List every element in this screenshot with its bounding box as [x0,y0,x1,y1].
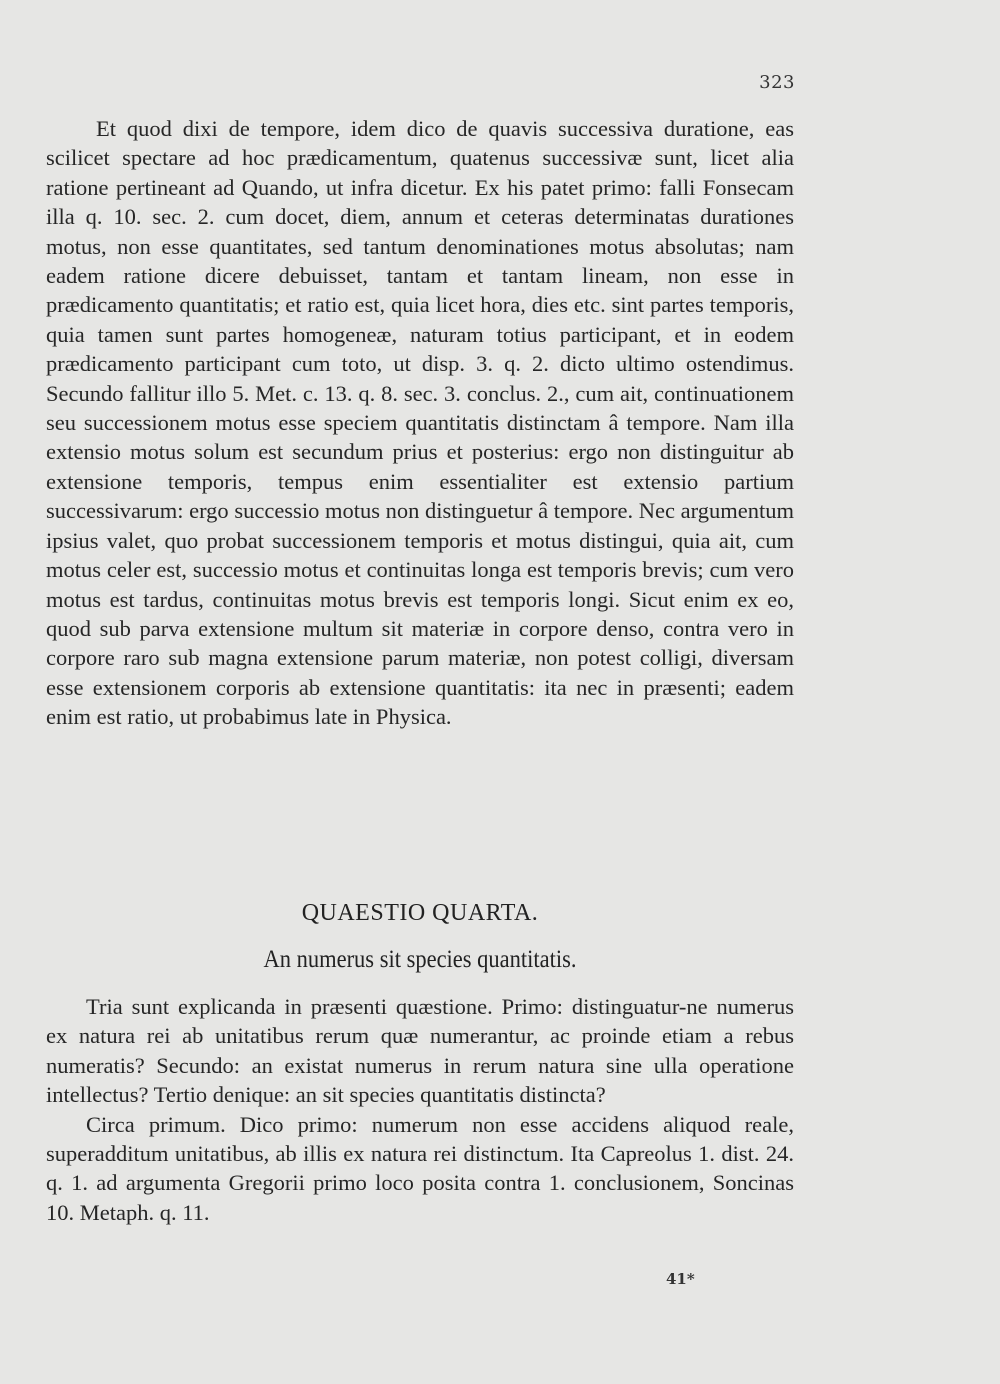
paragraph: Tria sunt explicanda in præsenti quæstione. Primo: distinguatur-ne numerus ex natura rei ab unitatibus rerum quæ numerantur, ac proinde etiam a rebus numeratis? Secundo: an existat numerus in rerum natura sine ulla operatione intellectus? Tertio denique: an sit species quantitatis distincta? [46,994,794,1108]
signature-mark: 41* [666,1270,695,1288]
body-text-section-1 [46,114,794,732]
question-title: QUAESTIO QUARTA. [301,900,539,926]
body-text-section-2 [46,992,794,1227]
question-subtitle: An numerus sit species quantitatis. [263,946,577,973]
paragraph: Circa primum. Dico primo: numerum non esse accidens aliquod reale, superadditum unitatibus, ab illis ex natura rei distinctum. Ita Capreolus 1. dist. 24. q. 1. ad argumenta Gregorii primo loco posita contra 1. conclusionem, Soncinas 10. Metaph. q. 11. [46,1111,794,1225]
page-number: 323 [759,72,795,93]
paragraph: Et quod dixi de tempore, idem dico de quavis successiva duratione, eas scilicet spectare ad hoc prædicamentum, quatenus successivæ sunt, licet alia ratione pertineant ad Quando, ut infra dicetur. Ex his patet primo: falli Fonsecam illa q. 10. sec. 2. cum docet, diem, annum et ceteras determinatas durationes motus, non esse quantitates, sed tantum denominationes motus absolutas; nam eadem ratione dicere debuisset, tantam et tantam lineam, non esse in prædicamento quantitatis; et ratio est, quia licet hora, dies etc. sint partes temporis, quia tamen sunt partes homogeneæ, naturam totius participant, et in eodem prædicamento participant cum toto, ut disp. 3. q. 2. dicto ultimo ostendimus. Secundo fallitur illo 5. Met. c. 13. q. 8. sec. 3. conclus. 2., cum ait, continuationem seu successionem motus esse speciem quantitatis distinctam â tempore. Nam illa extensio motus solum est secundum prius et posterius: ergo non distinguitur ab extensione temporis, tempus enim essentialiter est extensio partium successivarum: ergo successio motus non distinguetur â tempore. Nec argumentum ipsius valet, quo probat successionem temporis et motus distingui, quia ait, cum motus celer est, successio motus et continuitas longa est temporis brevis; cum vero motus est tardus, continuitas motus brevis est temporis longi. Sicut enim ex eo, quod sub parva extensione multum sit materiæ in corpore denso, contra vero in corpore raro sub magna extensione parum materiæ, non potest colligi, diversam esse extensionem corporis ab extensione quantitatis: ita nec in præsenti; eadem enim est ratio, ut probabimus late in Physica. [46,116,794,730]
